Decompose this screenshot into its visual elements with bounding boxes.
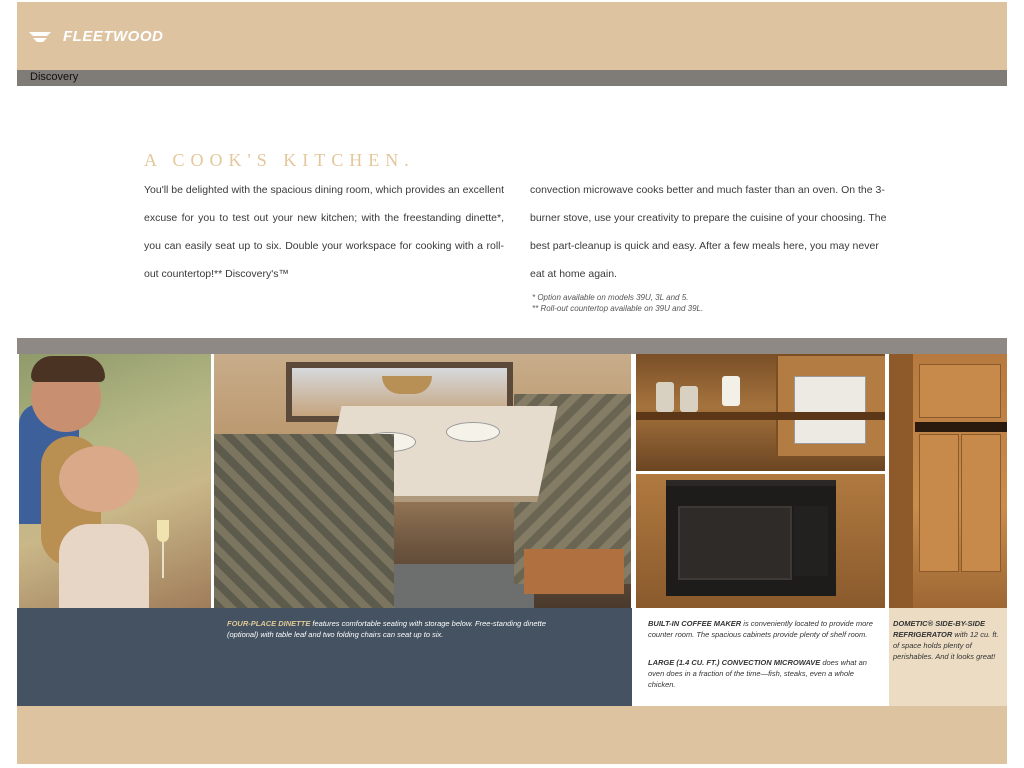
header-bar — [17, 2, 1007, 70]
coffee-maker-photo — [636, 354, 885, 471]
dinette-caption-title: FOUR-PLACE DINETTE — [227, 619, 311, 628]
fleetwood-logo — [29, 28, 163, 45]
section-bar — [17, 70, 1007, 86]
section-label: Discovery — [30, 71, 79, 83]
article-column-1: You'll be delighted with the spacious dining room, which provides an excellent excuse for you to test out your new kitchen; with the freestanding dinette*, you can easily seat up to six. Double your workspace for cooking with a roll-out countertop!** Discovery's™ — [144, 184, 505, 280]
microwave-caption — [648, 657, 878, 690]
dinette-caption — [227, 618, 557, 640]
microwave-caption-text: does what an oven does in a fraction of the time—fish, steaks, even a whole chicken. — [648, 658, 867, 689]
couple-photo — [19, 354, 211, 608]
refrigerator-photo — [889, 354, 1007, 608]
footnote-2: ** Roll-out countertop available on 39U and 39L. — [532, 304, 704, 313]
microwave-photo — [636, 474, 885, 608]
footnotes — [532, 292, 703, 314]
refrigerator-caption — [893, 618, 1005, 662]
article-title: A COOK'S KITCHEN. — [144, 150, 415, 170]
dinette-caption-text: features comfortable seating with storage below. Free-standing dinette (optional) with table leaf and two folding chairs can seat up to six. — [227, 619, 546, 639]
footer-bar — [17, 706, 1007, 764]
coffee-caption-title: BUILT-IN COFFEE MAKER — [648, 619, 742, 628]
divider-band — [17, 338, 1007, 354]
refrigerator-caption-title: DOMETIC® SIDE-BY-SIDE REFRIGERATOR — [893, 619, 986, 639]
refrigerator-caption-text: with 12 cu. ft. of space holds plenty of perishables. And it looks great! — [893, 630, 999, 661]
dinette-photo — [214, 354, 631, 608]
fleetwood-logo-icon — [29, 30, 59, 44]
microwave-caption-title: LARGE (1.4 CU. FT.) CONVECTION MICROWAVE — [648, 658, 821, 667]
logo-wordmark: FLEETWOOD — [63, 28, 164, 45]
footnote-1: * Option available on models 39U, 3L and 5. — [532, 293, 689, 302]
article-column-2: convection microwave cooks better and much faster than an oven. On the 3-burner stove, use your creativity to prepare the cuisine of your choosing. The best part-cleanup is quick and easy. After a few meals here, you may never eat at home again. — [530, 184, 887, 280]
brochure-page — [17, 0, 1007, 768]
coffee-caption-text: is conveniently located to provide more counter room. The spacious cabinets provide plenty of shelf room. — [648, 619, 873, 639]
coffee-caption — [648, 618, 878, 640]
